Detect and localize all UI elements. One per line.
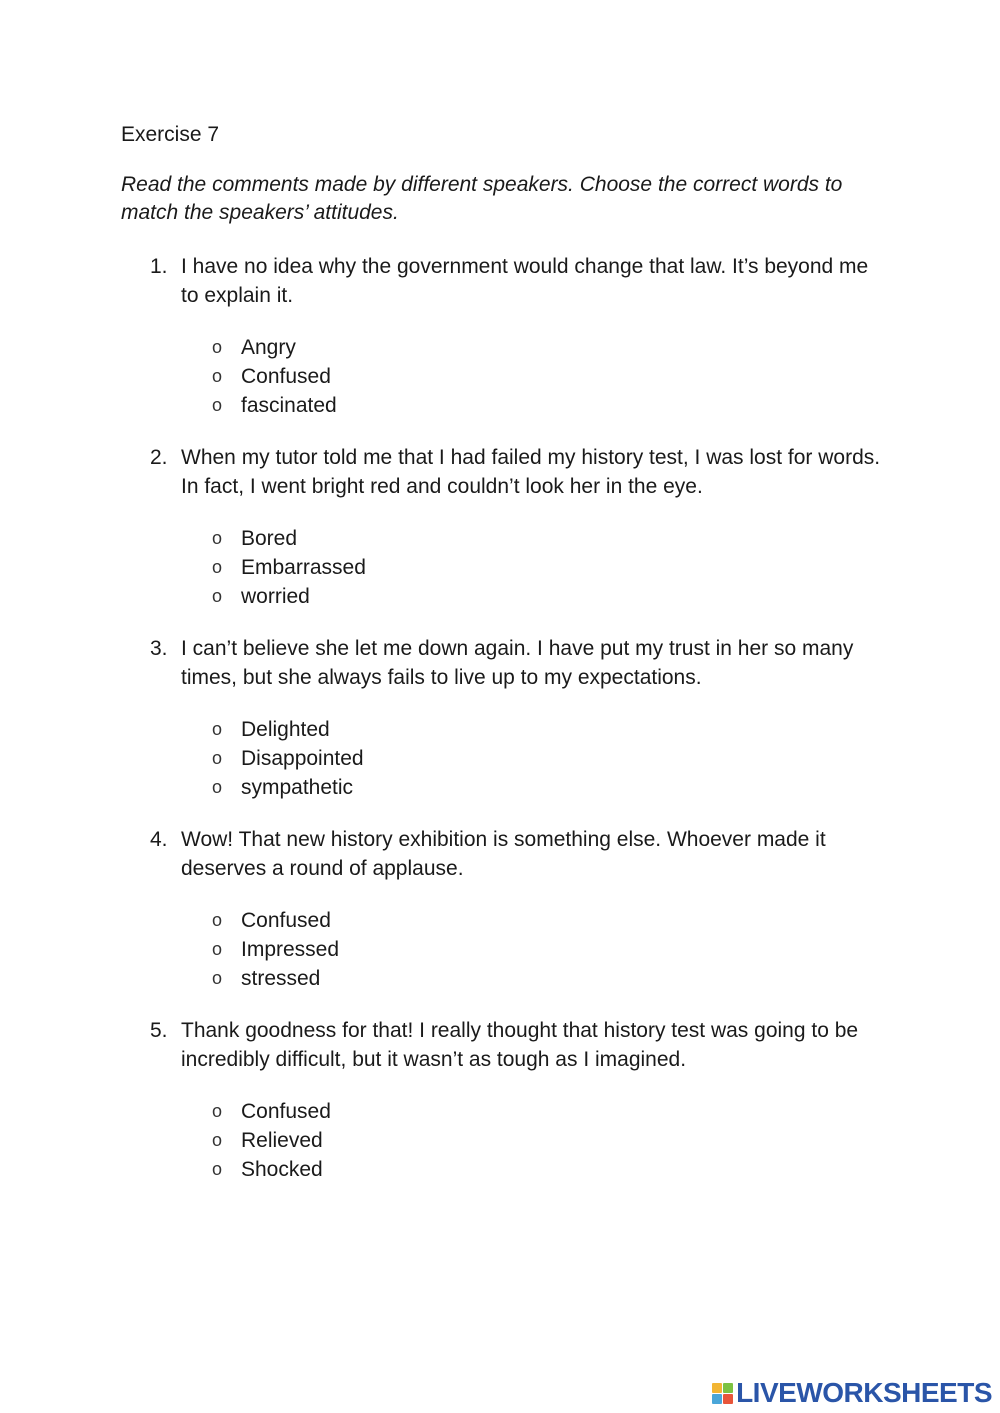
option-label[interactable]: Bored — [241, 527, 298, 550]
radio-bullet-icon[interactable]: o — [212, 777, 223, 797]
question-text: I have no idea why the government would change that law. It’s beyond me to explain it. — [181, 255, 869, 307]
option-label[interactable]: Confused — [241, 909, 331, 932]
radio-bullet-icon[interactable]: o — [212, 395, 223, 415]
option-label[interactable]: Angry — [241, 336, 296, 359]
radio-bullet-icon[interactable]: o — [212, 528, 223, 548]
radio-bullet-icon[interactable]: o — [212, 910, 223, 930]
option-list — [181, 906, 881, 993]
question-number: 3. — [150, 637, 168, 660]
option-list — [181, 524, 881, 611]
brand-name: LIVEWORKSHEETS — [736, 1377, 992, 1408]
logo-square-red — [723, 1394, 733, 1404]
question-text: When my tutor told me that I had failed my history test, I was lost for words. In fact, I went bright red and couldn’t look her in the eye. — [181, 446, 881, 498]
radio-bullet-icon[interactable]: o — [212, 939, 223, 959]
answer-option[interactable] — [212, 1097, 881, 1126]
answer-option[interactable] — [212, 524, 881, 553]
page-title: Exercise 7 — [121, 123, 220, 146]
logo-square-blue — [712, 1394, 722, 1404]
option-label[interactable]: Confused — [241, 1100, 331, 1123]
worksheet-page — [121, 120, 881, 1207]
question-text: I can’t believe she let me down again. I have put my trust in her so many times, but she always fails to live up to my expectations. — [181, 637, 854, 689]
answer-option[interactable] — [212, 935, 881, 964]
answer-option[interactable] — [212, 333, 881, 362]
option-label[interactable]: Shocked — [241, 1158, 323, 1181]
question-text: Wow! That new history exhibition is something else. Whoever made it deserves a round of applause. — [181, 828, 826, 880]
option-list — [181, 1097, 881, 1184]
radio-bullet-icon[interactable]: o — [212, 557, 223, 577]
question-number: 1. — [150, 255, 168, 278]
question-number: 5. — [150, 1019, 168, 1042]
option-label[interactable]: Relieved — [241, 1129, 323, 1152]
radio-bullet-icon[interactable]: o — [212, 719, 223, 739]
liveworksheets-brand — [712, 1378, 992, 1408]
answer-option[interactable] — [212, 1155, 881, 1184]
logo-square-green — [723, 1383, 733, 1393]
question-list — [121, 252, 881, 1184]
option-label[interactable]: Disappointed — [241, 747, 364, 770]
question-item — [121, 634, 881, 802]
question-number: 2. — [150, 446, 168, 469]
question-item — [121, 443, 881, 611]
option-label[interactable]: fascinated — [241, 394, 337, 417]
instructions: Read the comments made by different speakers. Choose the correct words to match the speakers’ attitudes. — [121, 173, 843, 224]
answer-option[interactable] — [212, 391, 881, 420]
answer-option[interactable] — [212, 715, 881, 744]
answer-option[interactable] — [212, 582, 881, 611]
liveworksheets-logo-icon — [712, 1383, 733, 1404]
answer-option[interactable] — [212, 964, 881, 993]
option-list — [181, 715, 881, 802]
answer-option[interactable] — [212, 1126, 881, 1155]
question-item — [121, 825, 881, 993]
option-label[interactable]: stressed — [241, 967, 321, 990]
answer-option[interactable] — [212, 362, 881, 391]
radio-bullet-icon[interactable]: o — [212, 748, 223, 768]
option-label[interactable]: Impressed — [241, 938, 340, 961]
logo-square-yellow — [712, 1383, 722, 1393]
option-label[interactable]: sympathetic — [241, 776, 354, 799]
radio-bullet-icon[interactable]: o — [212, 1101, 223, 1121]
answer-option[interactable] — [212, 773, 881, 802]
option-label[interactable]: Delighted — [241, 718, 330, 741]
option-label[interactable]: Embarrassed — [241, 556, 366, 579]
radio-bullet-icon[interactable]: o — [212, 968, 223, 988]
question-item — [121, 1016, 881, 1184]
answer-option[interactable] — [212, 744, 881, 773]
question-number: 4. — [150, 828, 168, 851]
answer-option[interactable] — [212, 906, 881, 935]
option-list — [181, 333, 881, 420]
question-item — [121, 252, 881, 420]
radio-bullet-icon[interactable]: o — [212, 1159, 223, 1179]
option-label[interactable]: worried — [241, 585, 310, 608]
radio-bullet-icon[interactable]: o — [212, 586, 223, 606]
radio-bullet-icon[interactable]: o — [212, 366, 223, 386]
option-label[interactable]: Confused — [241, 365, 331, 388]
radio-bullet-icon[interactable]: o — [212, 1130, 223, 1150]
answer-option[interactable] — [212, 553, 881, 582]
question-text: Thank goodness for that! I really thought that history test was going to be incredibly difficult, but it wasn’t as tough as I imagined. — [181, 1019, 859, 1071]
radio-bullet-icon[interactable]: o — [212, 337, 223, 357]
